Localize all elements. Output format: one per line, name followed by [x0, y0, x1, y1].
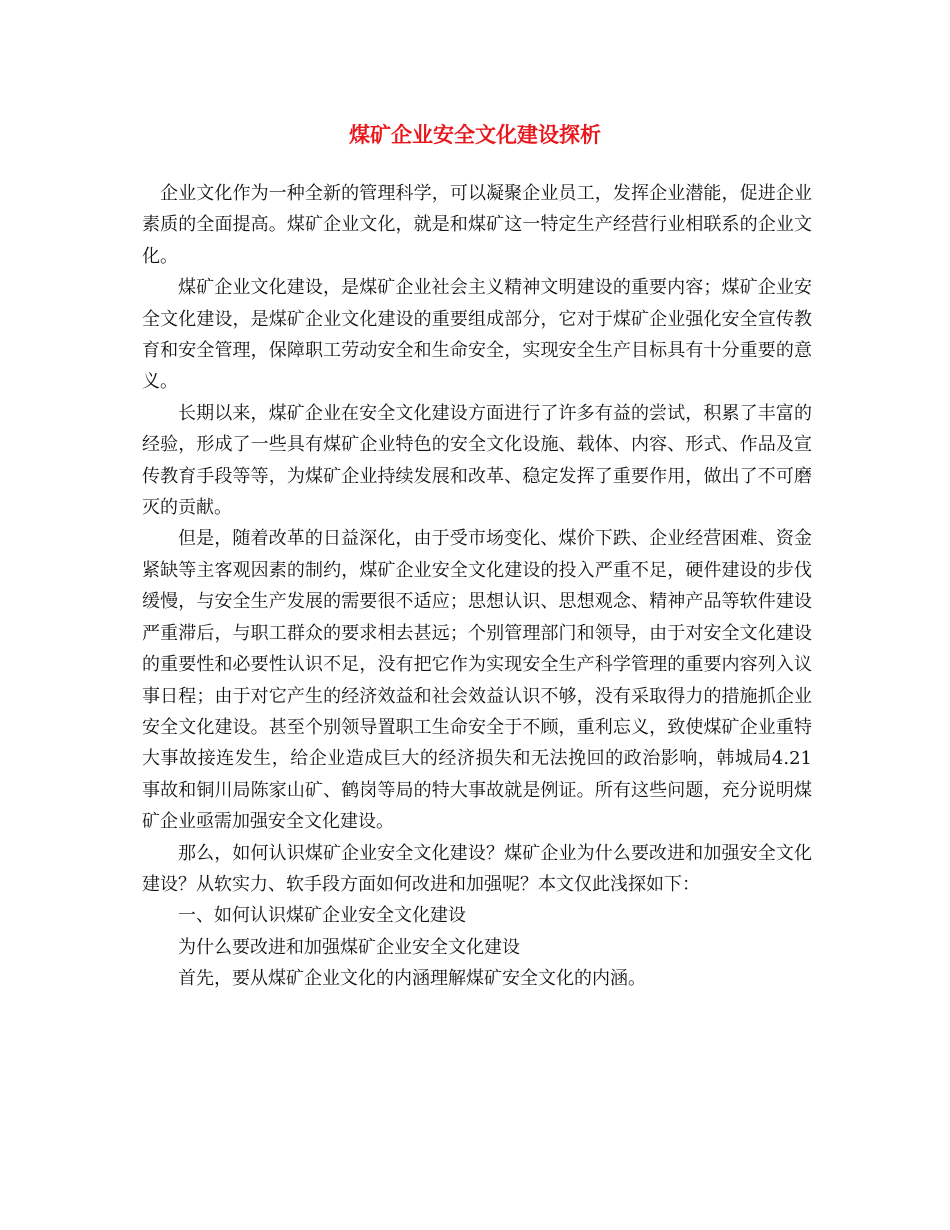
paragraph-5: 那么，如何认识煤矿企业安全文化建设？煤矿企业为什么要改进和加强安全文化建设？从软实力、软手段方面如何改进和加强呢？本文仅此浅探如下： [142, 842, 812, 895]
paragraph-4: 但是，随着改革的日益深化，由于受市场变化、煤价下跌、企业经营困难、资金紧缺等主客观因素的制约，煤矿企业安全文化建设的投入严重不足，硬件建设的步伐缓慢，与安全生产发展的需要很不适应；思想认识、思想观念、精神产品等软件建设严重滞后，与职工群众的要求相去甚远；个别管理部门和领导，由于对安全文化建设的重要性和必要性认识不足，没有把它作为实现安全生产科学管理的重要内容列入议事日程；由于对它产生的经济效益和社会效益认识不够，没有采取得力的措施抓企业安全文化建设。甚至个别领导置职工生命安全于不顾，重利忘义，致使煤矿企业重特大事故接连发生，给企业造成巨大的经济损失和无法挽回的政治影响，韩城局4.21事故和铜川局陈家山矿、鹤岗等局的特大事故就是例证。所有这些问题，充分说明煤矿企业亟需加强安全文化建设。 [142, 528, 812, 833]
document-title: 煤矿企业安全文化建设探析 [349, 122, 601, 147]
paragraph-1: 企业文化作为一种全新的管理科学，可以凝聚企业员工，发挥企业潜能，促进企业素质的全面提高。煤矿企业文化，就是和煤矿这一特定生产经营行业相联系的企业文化。 [142, 183, 812, 267]
paragraph-2: 煤矿企业文化建设，是煤矿企业社会主义精神文明建设的重要内容；煤矿企业安全文化建设，是煤矿企业文化建设的重要组成部分，它对于煤矿企业强化安全宣传教育和安全管理，保障职工劳动安全和生命安全，实现安全生产目标具有十分重要的意义。 [142, 277, 812, 393]
paragraph-6: 首先，要从煤矿企业文化的内涵理解煤矿安全文化的内涵。 [178, 968, 646, 990]
section-subheading: 为什么要改进和加强煤矿企业安全文化建设 [178, 936, 520, 958]
paragraph-3: 长期以来，煤矿企业在安全文化建设方面进行了许多有益的尝试，积累了丰富的经验，形成了一些具有煤矿企业特色的安全文化设施、载体、内容、形式、作品及宣传教育手段等等，为煤矿企业持续发展和改革、稳定发挥了重要作用，做出了不可磨灭的贡献。 [142, 402, 812, 519]
document-body [142, 178, 812, 995]
section-heading-1: 一、如何认识煤矿企业安全文化建设 [178, 905, 466, 927]
